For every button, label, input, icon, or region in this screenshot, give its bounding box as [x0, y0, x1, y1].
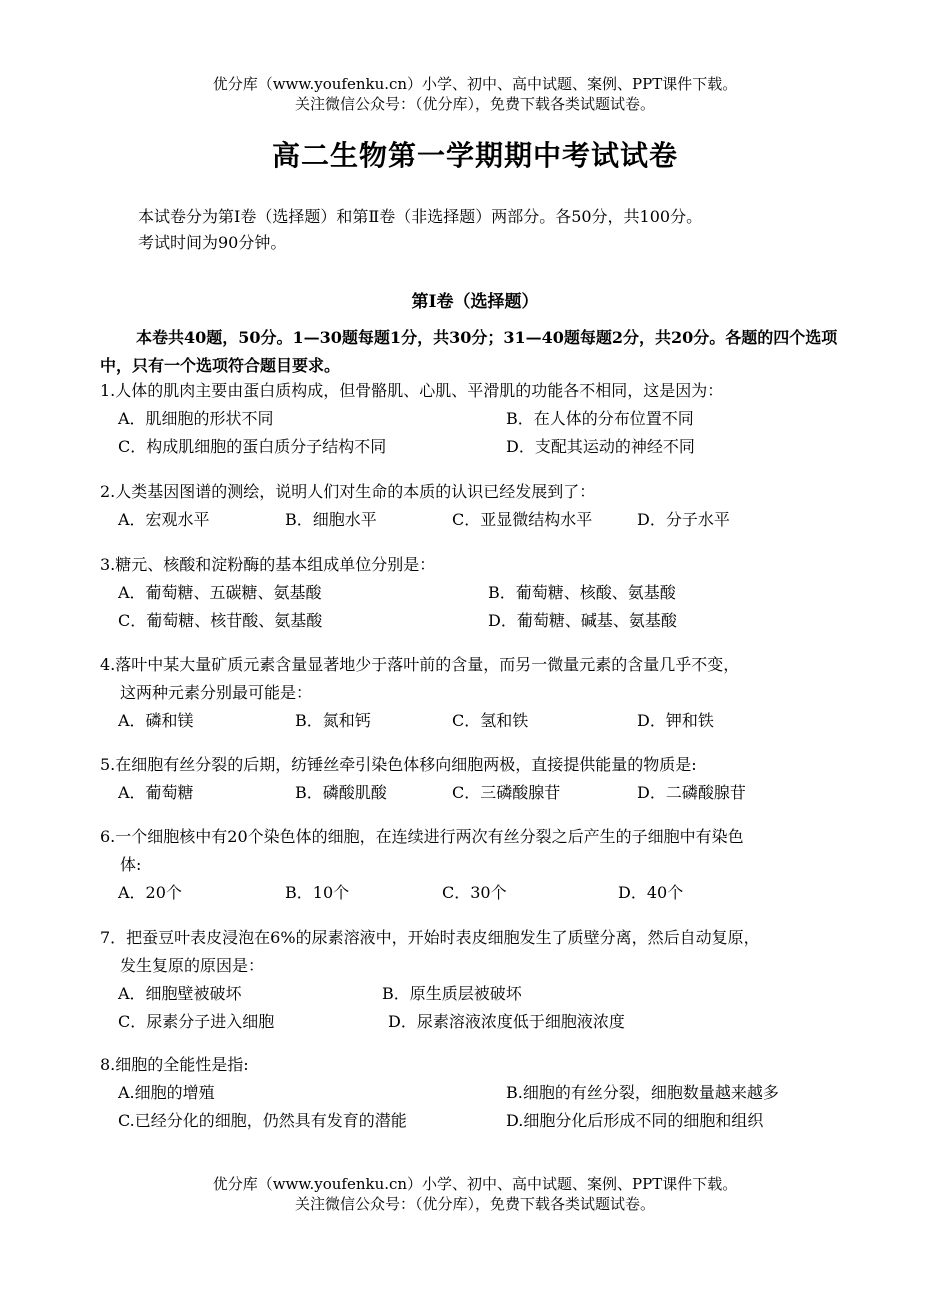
option-b: B.细胞的有丝分裂，细胞数量越来越多 — [506, 1083, 779, 1102]
question-1 — [100, 377, 860, 461]
option-d: D．分子水平 — [637, 510, 730, 529]
question-stem — [100, 924, 860, 980]
footer-line-1: 优分库（www.youfenku.cn）小学、初中、高中试题、案例、PPT课件下载。 — [212, 1175, 738, 1193]
question-6 — [100, 823, 860, 907]
option-b: B．细胞水平 — [285, 510, 377, 529]
option-d: D．钾和铁 — [637, 711, 714, 730]
question-stem — [100, 651, 860, 707]
question-stem: 3.糖元、核酸和淀粉酶的基本组成单位分别是： — [100, 555, 436, 574]
option-d: D．二磷酸腺苷 — [637, 783, 746, 802]
question-2 — [100, 478, 860, 534]
stem-line-1: 7．把蚕豆叶表皮浸泡在6%的尿素溶液中，开始时表皮细胞发生了质壁分离，然后自动复原， — [100, 928, 760, 947]
stem-line-2: 这两种元素分别最可能是： — [120, 683, 313, 702]
option-a: A．肌细胞的形状不同 — [118, 409, 274, 428]
stem-line-2: 发生复原的原因是： — [120, 956, 265, 975]
question-stem: 2.人类基因图谱的测绘，说明人们对生命的本质的认识已经发展到了： — [100, 482, 596, 501]
option-d: D．40个 — [618, 883, 684, 902]
option-c: C.已经分化的细胞，仍然具有发育的潜能 — [118, 1111, 407, 1130]
option-c: C．30个 — [442, 883, 507, 902]
option-c: C．尿素分子进入细胞 — [118, 1012, 275, 1031]
option-a: A．20个 — [118, 883, 182, 902]
question-5 — [100, 751, 860, 807]
option-c: C．三磷酸腺苷 — [452, 783, 561, 802]
question-stem: 8.细胞的全能性是指: — [100, 1055, 249, 1074]
question-stem: 1.人体的肌肉主要由蛋白质构成，但骨骼肌、心肌、平滑肌的功能各不相同，这是因为： — [100, 381, 724, 400]
option-d: D．支配其运动的神经不同 — [506, 437, 695, 456]
stem-line-1: 6.一个细胞核中有20个染色体的细胞，在连续进行两次有丝分裂之后产生的子细胞中有染色 — [100, 827, 744, 846]
stem-line-2: 体: — [120, 855, 142, 874]
section-instructions: 本卷共40题，50分。1—30题每题1分，共30分；31—40题每题2分，共20分。各题的四个选项中，只有一个选项符合题目要求。 — [100, 328, 838, 375]
question-stem: 5.在细胞有丝分裂的后期，纺锤丝牵引染色体移向细胞两极，直接提供能量的物质是: — [100, 755, 697, 774]
option-a: A．葡萄糖、五碳糖、氨基酸 — [118, 583, 322, 602]
option-a: A．磷和镁 — [118, 711, 194, 730]
option-d: D．葡萄糖、碱基、氨基酸 — [488, 611, 677, 630]
intro-line-1: 本试卷分为第Ⅰ卷（选择题）和第Ⅱ卷（非选择题）两部分。各50分，共100分。 — [138, 207, 703, 226]
question-7 — [100, 924, 860, 1036]
option-a: A.细胞的增殖 — [118, 1083, 215, 1102]
option-a: A．葡萄糖 — [118, 783, 194, 802]
option-c: C．亚显微结构水平 — [452, 510, 593, 529]
page-title: 高二生物第一学期期中考试试卷 — [271, 139, 678, 172]
option-b: B．葡萄糖、核酸、氨基酸 — [488, 583, 676, 602]
footer-line-2: 关注微信公众号：（优分库），免费下载各类试题试卷。 — [294, 1195, 655, 1213]
option-a: A．细胞壁被破坏 — [118, 984, 242, 1003]
option-a: A．宏观水平 — [118, 510, 210, 529]
section-title: 第Ⅰ卷（选择题） — [411, 292, 539, 312]
option-b: B．原生质层被破坏 — [382, 984, 522, 1003]
option-c: C．氢和铁 — [452, 711, 529, 730]
header-line-2: 关注微信公众号：（优分库），免费下载各类试题试卷。 — [294, 95, 655, 113]
question-4 — [100, 651, 860, 735]
page-header — [0, 74, 950, 114]
option-b: B．在人体的分布位置不同 — [506, 409, 694, 428]
option-b: B．磷酸肌酸 — [295, 783, 387, 802]
option-c: C．葡萄糖、核苷酸、氨基酸 — [118, 611, 323, 630]
exam-intro — [138, 204, 702, 256]
stem-line-1: 4.落叶中某大量矿质元素含量显著地少于落叶前的含量，而另一微量元素的含量几乎不变， — [100, 655, 740, 674]
page-footer — [0, 1174, 950, 1214]
question-stem — [100, 823, 860, 879]
option-d: D．尿素溶液浓度低于细胞液浓度 — [388, 1012, 625, 1031]
option-d: D.细胞分化后形成不同的细胞和组织 — [506, 1111, 764, 1130]
option-b: B．10个 — [285, 883, 350, 902]
intro-line-2: 考试时间为90分钟。 — [138, 233, 287, 252]
question-3 — [100, 551, 860, 635]
header-line-1: 优分库（www.youfenku.cn）小学、初中、高中试题、案例、PPT课件下载。 — [212, 75, 738, 93]
option-c: C．构成肌细胞的蛋白质分子结构不同 — [118, 437, 387, 456]
question-8 — [100, 1051, 860, 1135]
option-b: B．氮和钙 — [295, 711, 371, 730]
